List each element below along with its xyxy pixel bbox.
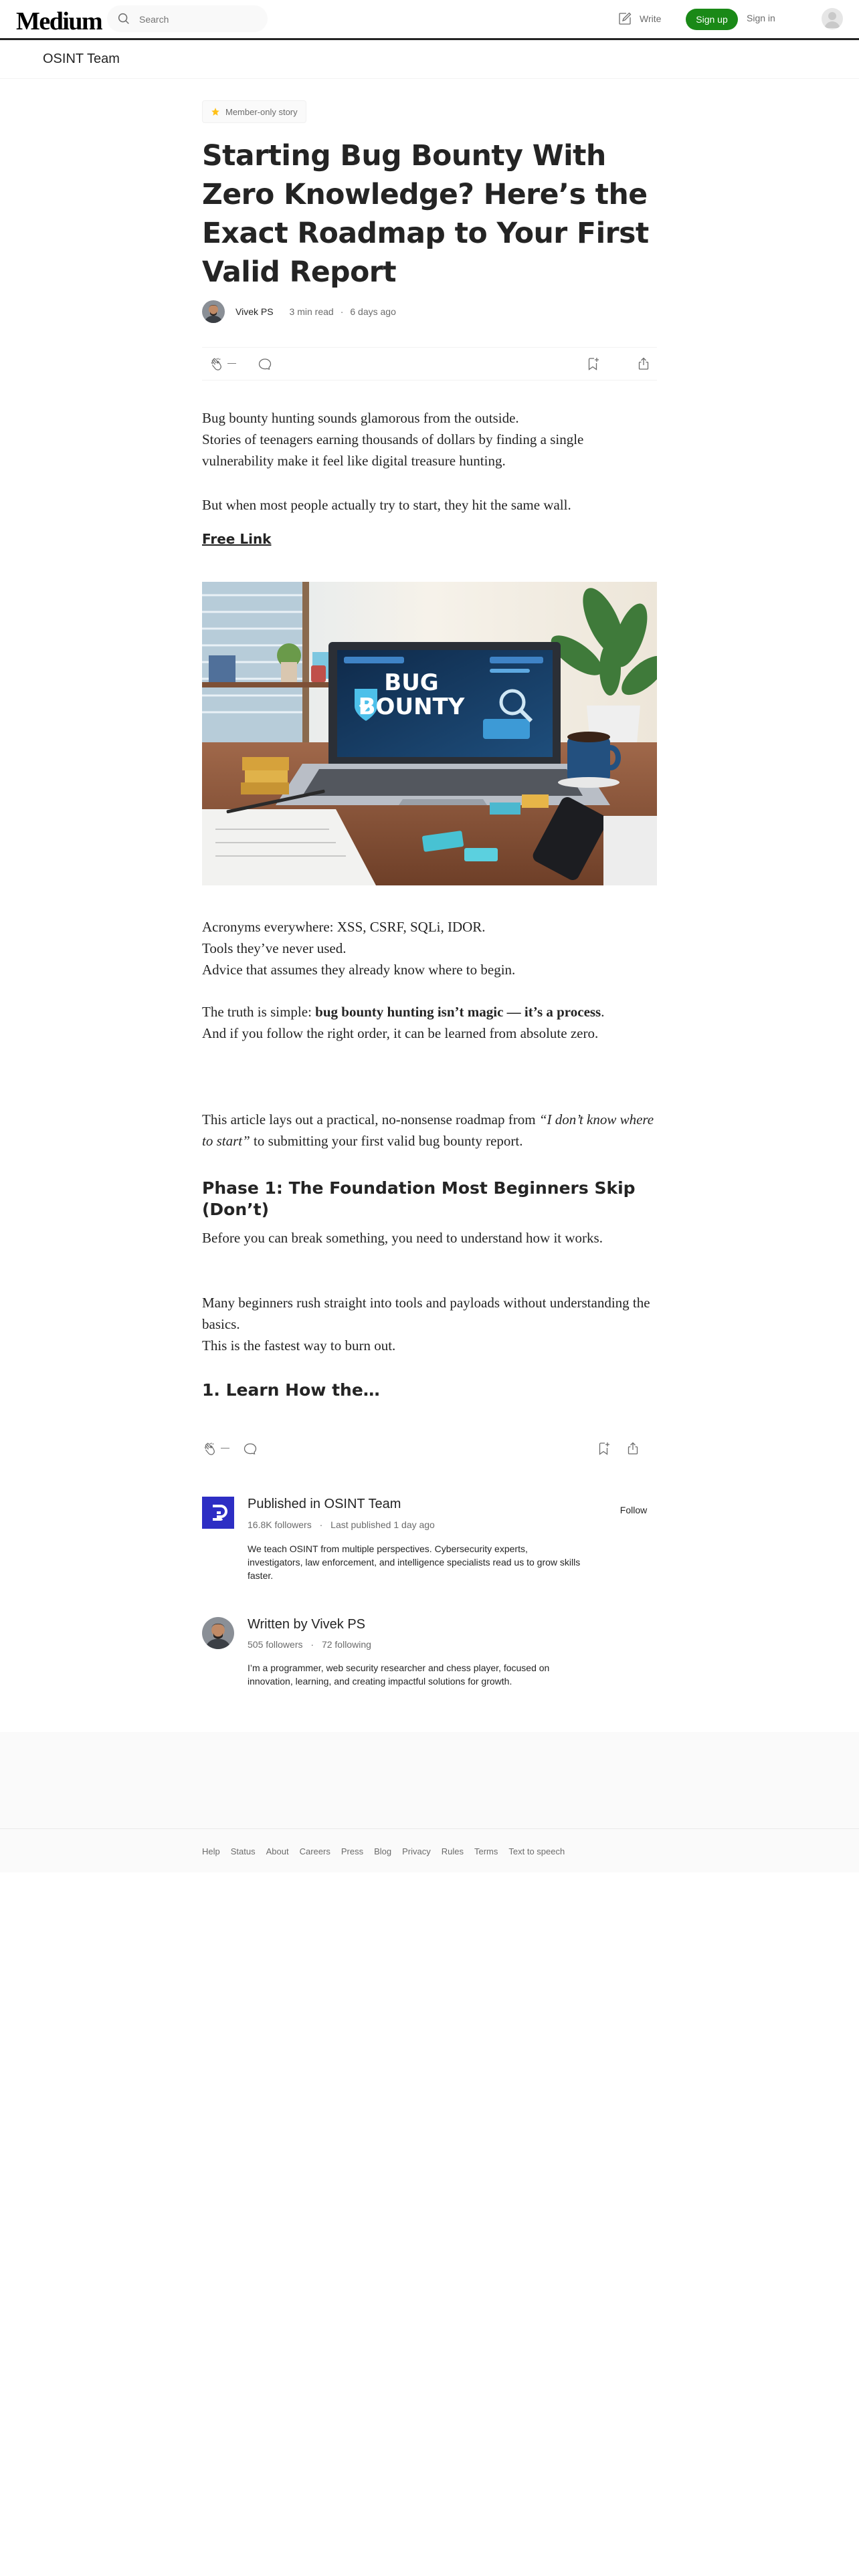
truth-suffix: . bbox=[601, 1004, 605, 1020]
hero-image-bug-bounty bbox=[202, 582, 657, 885]
hero-text-bug: BUG bbox=[384, 669, 439, 696]
follow-publication-button[interactable]: Follow bbox=[619, 1505, 648, 1515]
truth-prefix: The truth is simple: bbox=[202, 1004, 316, 1020]
author-name-link[interactable]: Vivek PS bbox=[235, 306, 274, 317]
author-avatar[interactable] bbox=[202, 300, 225, 323]
share-icon[interactable] bbox=[625, 1440, 641, 1457]
acronyms-line-2: Tools they’ve never used. bbox=[202, 940, 347, 956]
paragraph-phase1-basics bbox=[202, 1292, 657, 1356]
separator-dot: · bbox=[319, 1519, 323, 1530]
paragraph-wall: But when most people actually try to start, they hit the same wall. bbox=[202, 497, 571, 513]
basics-line-2: This is the fastest way to burn out. bbox=[202, 1337, 396, 1354]
section1-heading: 1. Learn How the… bbox=[202, 1380, 380, 1400]
separator-dot: · bbox=[310, 1639, 314, 1650]
sign-in-link[interactable]: Sign in bbox=[747, 13, 775, 23]
sign-up-button[interactable]: Sign up bbox=[686, 9, 738, 30]
separator-dot: · bbox=[340, 306, 344, 317]
footer-link-status[interactable]: Status bbox=[230, 1846, 256, 1856]
truth-bold: bug bounty hunting isn’t magic — it’s a process bbox=[315, 1004, 601, 1020]
intro-line-2: Stories of teenagers earning thousands of dollars by finding a single vulnerability make it feel like digital treasure hunting. bbox=[202, 431, 584, 469]
read-time: 3 min read bbox=[289, 306, 334, 317]
footer-link-about[interactable]: About bbox=[266, 1846, 289, 1856]
footer-links bbox=[202, 1846, 565, 1856]
footer-link-privacy[interactable]: Privacy bbox=[402, 1846, 431, 1856]
paragraph-intro bbox=[202, 407, 657, 471]
publication-bar bbox=[0, 40, 859, 79]
article-title: Starting Bug Bounty With Zero Knowledge? Here’s the Exact Roadmap to Your First Valid Report bbox=[202, 140, 649, 289]
roadmap-prefix: This article lays out a practical, no-nonsense roadmap from bbox=[202, 1111, 539, 1128]
publication-description: We teach OSINT from multiple perspectives. Cybersecurity experts, investigators, law enforcement, and intelligence specialists read us to grow skills faster. bbox=[248, 1543, 581, 1581]
intro-line-1: Bug bounty hunting sounds glamorous from the outside. bbox=[202, 410, 519, 426]
phase1-heading: Phase 1: The Foundation Most Beginners Skip (Don’t) bbox=[202, 1178, 636, 1219]
article-action-bar-top bbox=[202, 347, 657, 381]
comment-icon[interactable] bbox=[242, 1440, 258, 1457]
hero-text-bounty: BOUNTY bbox=[358, 693, 465, 720]
top-navigation bbox=[0, 0, 859, 40]
user-avatar-icon[interactable] bbox=[822, 8, 843, 29]
author-card-meta bbox=[248, 1639, 371, 1650]
footer-link-rules[interactable]: Rules bbox=[441, 1846, 464, 1856]
author-card-avatar[interactable] bbox=[202, 1617, 234, 1649]
publish-date: 6 days ago bbox=[350, 306, 396, 317]
publication-card-meta bbox=[248, 1519, 435, 1530]
footer-link-careers[interactable]: Careers bbox=[299, 1846, 330, 1856]
footer bbox=[0, 1828, 859, 1873]
footer-link-text-to-speech[interactable]: Text to speech bbox=[508, 1846, 565, 1856]
write-icon bbox=[617, 11, 633, 27]
member-only-label: Member-only story bbox=[225, 106, 298, 117]
footer-link-press[interactable]: Press bbox=[341, 1846, 364, 1856]
publication-name-link[interactable]: OSINT Team bbox=[43, 51, 120, 66]
publication-last-published: Last published 1 day ago bbox=[330, 1519, 435, 1530]
free-link[interactable]: Free Link bbox=[202, 531, 272, 547]
paragraph-acronyms bbox=[202, 916, 657, 980]
clap-icon[interactable] bbox=[209, 356, 225, 372]
acronyms-line-1: Acronyms everywhere: XSS, CSRF, SQLi, IDOR. bbox=[202, 919, 486, 935]
article-action-bar-bottom bbox=[202, 1432, 657, 1465]
clap-icon[interactable] bbox=[202, 1440, 218, 1457]
roadmap-italic: “I don’t know where to start” bbox=[202, 1111, 654, 1149]
publication-followers: 16.8K followers bbox=[248, 1519, 312, 1530]
article-byline bbox=[202, 300, 396, 324]
footer-link-terms[interactable]: Terms bbox=[474, 1846, 498, 1856]
paragraph-truth bbox=[202, 1001, 657, 1044]
truth-line-2: And if you follow the right order, it can be learned from absolute zero. bbox=[202, 1025, 599, 1041]
write-button[interactable] bbox=[617, 9, 661, 28]
author-following[interactable]: 72 following bbox=[321, 1639, 371, 1650]
star-icon bbox=[211, 107, 220, 116]
paragraph-roadmap bbox=[202, 1109, 657, 1152]
author-description: I’m a programmer, web security researcher and chess player, focused on innovation, learning, and creating impactful solutions for growth. bbox=[248, 1662, 550, 1687]
paragraph-phase1-intro: Before you can break something, you need to understand how it works. bbox=[202, 1230, 603, 1246]
author-followers[interactable]: 505 followers bbox=[248, 1639, 303, 1650]
member-only-badge bbox=[202, 100, 306, 123]
write-label: Write bbox=[640, 13, 662, 24]
medium-logo[interactable]: Medium bbox=[16, 7, 102, 35]
clap-count: — bbox=[227, 358, 236, 368]
basics-line-1: Many beginners rush straight into tools and payloads without understanding the basics. bbox=[202, 1295, 650, 1332]
footer-link-help[interactable]: Help bbox=[202, 1846, 220, 1856]
publication-card-title[interactable]: Published in OSINT Team bbox=[248, 1497, 401, 1511]
bookmark-add-icon[interactable] bbox=[595, 1440, 611, 1457]
acronyms-line-3: Advice that assumes they already know where to begin. bbox=[202, 962, 516, 978]
bookmark-add-icon[interactable] bbox=[585, 356, 601, 372]
footer-link-blog[interactable]: Blog bbox=[374, 1846, 392, 1856]
clap-count: — bbox=[221, 1442, 229, 1453]
roadmap-suffix: to submitting your first valid bug bounty report. bbox=[250, 1133, 523, 1149]
search-input[interactable] bbox=[138, 5, 261, 33]
search-box[interactable] bbox=[107, 5, 268, 32]
search-icon bbox=[116, 11, 131, 26]
author-card-title[interactable]: Written by Vivek PS bbox=[248, 1617, 365, 1632]
publication-logo[interactable] bbox=[202, 1497, 234, 1529]
comment-icon[interactable] bbox=[257, 356, 273, 372]
share-icon[interactable] bbox=[636, 356, 652, 372]
